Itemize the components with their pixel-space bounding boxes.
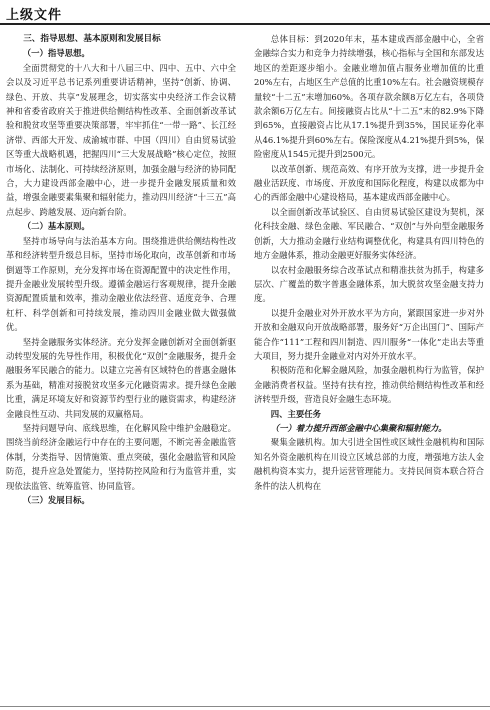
header-divider [0,23,490,25]
left-text-column [6,32,236,704]
paragraph: 坚持市场导向与法治基本方向。围绕推进供给侧结构性改革和经济转型升级总目标，坚持市场化取向，改革创新和市场倒逼等工作原则，充分发挥市场在资源配置中的决定性作用，提升金融业发展转型升级。遵循金融运行客观规律，提升金融资源配置质量和效率，推动金融业依法经营、适度竞争、合理杠杆、科学创新和可持续发展，推动四川金融业做大做强做优。 [6,235,236,333]
footer-divider [0,706,490,707]
page-header [0,0,490,26]
paragraph: 积极防范和化解金融风险，加强金融机构行为监管，保护金融消费者权益。坚持有扶有控，推动供给侧结构性改革和经济转型升级，营造良好金融生态环境。 [254,365,484,405]
paragraph: 全面贯彻党的十八大和十八届三中、四中、五中、六中全会以及习近平总书记系列重要讲话精神，坚持“创新、协调、绿色、开放、共享”发展理念，切实落实中央经济工作会议精神和省委省政府关于推进供给侧结构性改革、全面创新改革试验和脱贫攻坚等重要决策部署，牢牢抓住“一带一路”、长江经济带、西部大开发、成渝城市群、中国（四川）自由贸易试验区等重大战略机遇，把握四川“三大发展战略”核心定位，按照市场化、法制化、可持续经济原则，加强金融与经济的协同配合，大力建设西部金融中心，进一步提升金融发展质量和效益，增强金融要素集聚和辐射能力，推动四川经济“十三五”高点起步、跨越发展、迈向新台阶。 [6,62,236,217]
paragraph: 总体目标：到2020年末，基本建成西部金融中心，全省金融综合实力和竞争力持续增强，核心指标与全国和东部发达地区的差距逐步缩小。金融业增加值占服务业增加值的比重20%左右，占地区生产总值的比重10%左右。社会融资规模存量较“十二五”末增加60%。各项存款余额8万亿左右，各项贷款余额6万亿左右。间接融资占比从“十二五”末的82.9%下降到65%，直接融资占比从17.1%提升到35%，国民证券化率从46.1%提升到60%左右。保险深度从4.21%提升到5%，保险密度从1545元提升到2500元。 [254,34,484,160]
subsection-heading: （一）着力提升西部金融中心集聚和辐射能力。 [270,422,447,433]
section-heading: 三、指导思想、基本原则和发展目标 [23,34,161,44]
paragraph: 以农村金融服务综合改革试点和精准扶贫为抓手，构建多层次、广覆盖的数字普惠金融体系，加大脱贫攻坚金融支持力度。 [254,264,484,304]
paragraph: 以提升金融业对外开放水平为方向，紧跟国家进一步对外开放和金融双向开放战略部署，服务好“万企出国门”、国际产能合作“111”工程和四川制造、四川服务“一体化”走出去等重大项目，努力提升金融业对内对外开放水平。 [254,307,484,361]
subsection-heading: （三）发展目标。 [22,495,90,505]
section-heading: 四、主要任务 [270,408,322,419]
right-text-column [254,32,484,704]
paragraph: 以全面创新改革试验区、自由贸易试验区建设为契机，深化科技金融、绿色金融、军民融合、“双创”与外向型金融服务创新，大力推动金融行业结构调整优化，构建具有四川特色的地方金融体系，推动金融更好服务实体经济。 [254,206,484,261]
paragraph: 坚持问题导向、底线思维，在化解风险中维护金融稳定。围绕当前经济金融运行中存在的主要问题，不断完善金融监管体制，分类指导、因情施策、重点突破，强化金融监管和风险防范，提升应急处置能力，坚持防控风险和行为监管并重，实现依法监管、统筹监管、协同监管。 [6,422,236,491]
paragraph: 以改革创新、规范高效、有序开放为支撑，进一步提升金融业活跃度、市场度、开放度和国际化程度，构建以成都为中心的西部金融中心建设格局，基本建成西部金融中心。 [254,163,484,203]
subsection-heading: （一）指导思想。 [22,48,90,59]
paragraph: 坚持金融服务实体经济。充分发挥金融创新对全面创新驱动转型发展的先导性作用，积极优化“双创”金融服务，提升金融服务军民融合的能力。以建立完善有区域特色的普惠金融体系为基础，精准对接脱贫攻坚多元化融资需求。提升绿色金融比重，满足环境友好和资源节约型行业的融资需求，构建经济金融良性互动、共同发展的双赢格局。 [6,336,236,419]
document-category-title: 上级文件 [6,8,63,23]
paragraph: 聚集金融机构。加大引进全国性或区域性金融机构和国际知名外资金融机构在川设立区域总部的力度，增强地方法人金融机构资本实力，提升运营管理能力。支持民间资本联合符合条件的法人机构在 [254,437,484,491]
subsection-heading: （二）基本原则。 [22,221,90,232]
